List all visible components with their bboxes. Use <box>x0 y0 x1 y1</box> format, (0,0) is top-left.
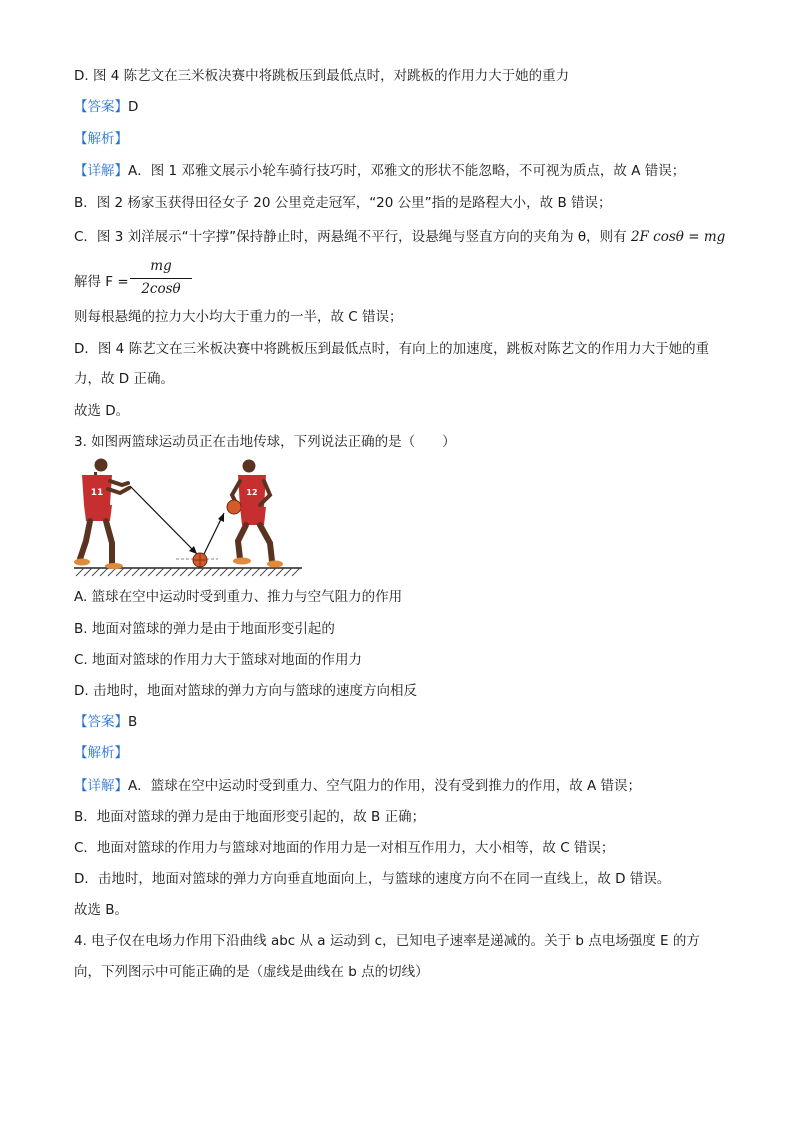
q2-detail-b: B．图 2 杨家玉获得田径女子 20 公里竞走冠军，“20 公里”指的是路程大小，故 B 错误； <box>74 195 612 211</box>
detail-a-text: A．图 1 邓雅文展示小轮车骑行技巧时，邓雅文的形状不能忽略，不可视为质点，故 A 错误； <box>128 163 686 179</box>
q3-analysis-tag: 【解析】 <box>74 745 128 761</box>
q2-answer <box>74 97 138 117</box>
held-basketball-icon <box>227 500 241 514</box>
q3-answer <box>74 712 137 732</box>
q2-detail-d-line2: 力，故 D 正确。 <box>74 371 174 387</box>
q3-detail-c: C．地面对篮球的作用力与篮球对地面的作用力是一对相互作用力，大小相等，故 C 错误； <box>74 840 615 856</box>
equation-2fcos: 2F cosθ = mg <box>630 229 726 245</box>
fraction-bar <box>130 278 192 279</box>
q3-choose: 故选 B。 <box>74 902 129 918</box>
q3-option-c: C. 地面对篮球的作用力大于篮球对地面的作用力 <box>74 652 363 668</box>
jersey-number-left: 11 <box>90 488 104 498</box>
fraction-denominator: 2cosθ <box>141 281 181 297</box>
answer-tag: 【答案】 <box>74 714 128 730</box>
q3-stem: 3. 如图两篮球运动员正在击地传球，下列说法正确的是（ ） <box>74 434 456 450</box>
left-player <box>74 459 129 570</box>
detail-a-text: A．篮球在空中运动时受到重力、空气阻力的作用，没有受到推力的作用，故 A 错误； <box>128 778 642 794</box>
q2-detail-c <box>74 227 725 247</box>
q2-detail-c2: 则每根悬绳的拉力大小均大于重力的一半，故 C 错误； <box>74 309 403 325</box>
detail-tag: 【详解】 <box>74 778 128 794</box>
q2-detail-a <box>74 161 685 181</box>
q3-option-a: A. 篮球在空中运动时受到重力、推力与空气阻力的作用 <box>74 589 403 605</box>
q3-detail-a <box>74 776 641 796</box>
basketball-pass-figure <box>72 455 304 580</box>
answer-value: D <box>128 99 139 115</box>
jersey-number-right: 12 <box>246 488 258 497</box>
detail-c-text: C．图 3 刘洋展示“十字撑”保持静止时，两悬绳不平行，设悬绳与竖直方向的夹角为 θ，则有 <box>74 229 631 245</box>
solve-label: 解得 F = <box>74 274 129 290</box>
q4-stem-line2: 向，下列图示中可能正确的是（虚线是曲线在 b 点的切线） <box>74 964 429 980</box>
q3-detail-b: B．地面对篮球的弹力是由于地面形变引起的，故 B 正确； <box>74 809 426 825</box>
answer-tag: 【答案】 <box>74 99 128 115</box>
q3-option-b: B. 地面对篮球的弹力是由于地面形变引起的 <box>74 621 335 637</box>
q4-stem-line1: 4. 电子仅在电场力作用下沿曲线 abc 从 a 运动到 c，已知电子速率是递减的。关于 b 点电场强度 E 的方 <box>74 933 700 949</box>
q3-option-d: D. 击地时，地面对篮球的弹力方向与篮球的速度方向相反 <box>74 683 417 699</box>
ball-trajectory <box>130 486 224 559</box>
q2-choose: 故选 D。 <box>74 403 130 419</box>
answer-value: B <box>128 714 138 730</box>
ground <box>74 568 302 576</box>
detail-tag: 【详解】 <box>74 163 128 179</box>
basketball-icon <box>193 553 207 567</box>
q2-detail-d-line1: D．图 4 陈艺文在三米板决赛中将跳板压到最低点时，有向上的加速度，跳板对陈艺文的作用力大于她的重 <box>74 341 710 357</box>
q2-analysis-tag: 【解析】 <box>74 131 128 147</box>
q3-detail-d: D．击地时，地面对篮球的弹力方向垂直地面向上，与篮球的速度方向不在同一直线上，故 D 错误。 <box>74 871 671 887</box>
right-player <box>227 460 283 568</box>
q2-option-d: D. 图 4 陈艺文在三米板决赛中将跳板压到最低点时，对跳板的作用力大于她的重力 <box>74 68 570 84</box>
fraction-numerator: mg <box>150 258 172 274</box>
